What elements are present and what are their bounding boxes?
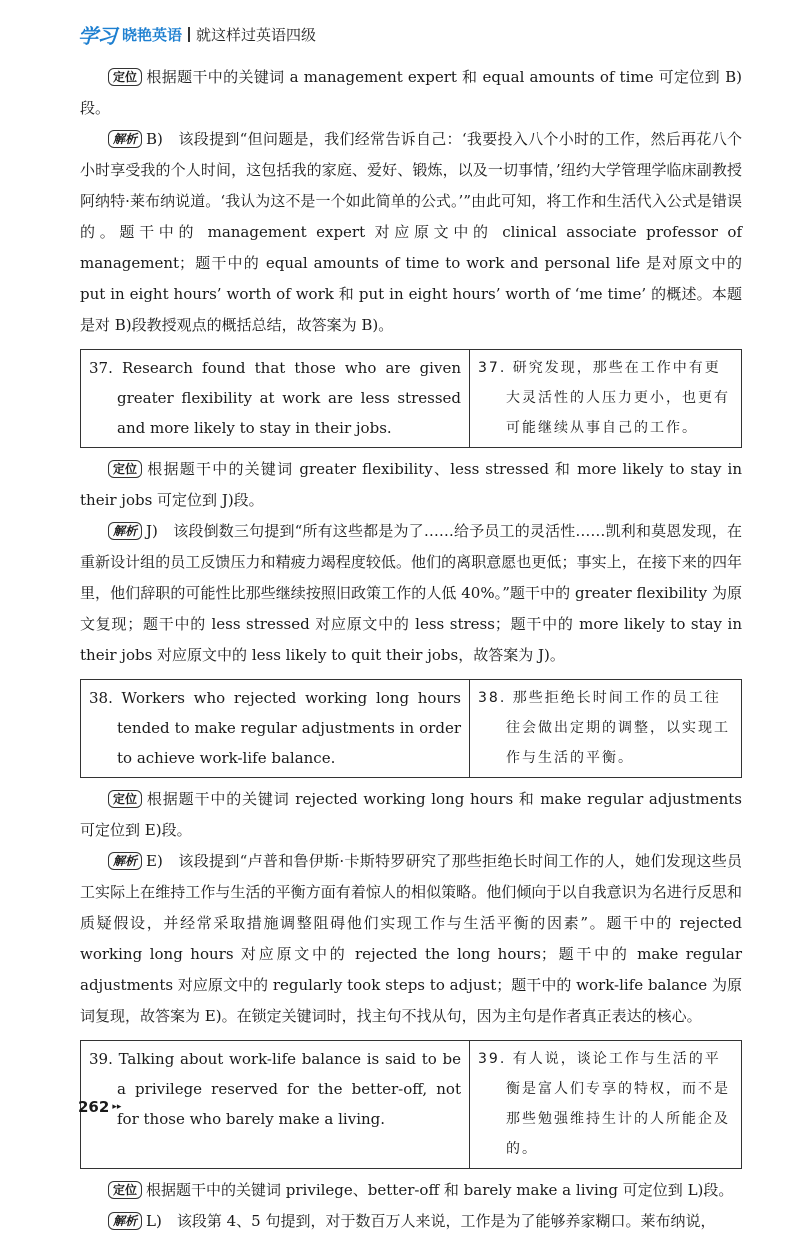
analysis-text: J) 该段倒数三句提到“所有这些都是为了……给予员工的灵活性……凯利和莫恩发现，在重新设计组的员工反馈压力和精疲力竭程度较低。他们的离职意愿也更低；事实上，在接下来的四年里，他们辞职的可能性比那些继续按照旧政策工作的人低 40%。”题干中的 greater flexibility 为原文复现；题干中的 less stressed 对应原文中的 less stress；题干中的 more likely to stay in their jobs 对应原文中的 less likely to quit their jobs，故答案为 J)。	[80, 522, 742, 664]
analysis-text: B) 该段提到“但问题是，我们经常告诉自己：‘我要投入八个小时的工作，然后再花八个小时享受我的个人时间，这包括我的家庭、爱好、锻炼，以及一切事情，’纽约大学管理学临床副教授阿纳特·莱布纳说道。‘我认为这不是一个如此简单的公式。’”由此可知，将工作和生活代入公式是错误的。题干中的 management expert 对应原文中的 clinical associate professor of management；题干中的 equal amounts of time to work and personal life 是对原文中的 put in eight hours’ worth of work 和 put in eight hours’ worth of ‘me time’ 的概述。本题是对 B)段教授观点的概括总结，故答案为 B)。	[80, 130, 742, 334]
locate-text: 根据题干中的关键词 privilege、better-off 和 barely make a living 可定位到 L)段。	[146, 1181, 734, 1199]
locate-tag: 定位	[108, 68, 142, 86]
page-content	[80, 62, 742, 1237]
logo: 学习	[78, 23, 116, 48]
locate-tag: 定位	[108, 790, 142, 808]
analysis-text: E) 该段提到“卢普和鲁伊斯·卡斯特罗研究了那些拒绝长时间工作的人，她们发现这些员工实际上在维持工作与生活的平衡方面有着惊人的相似策略。他们倾向于以自我意识为名进行反思和质疑假设，并经常采取措施调整阻碍他们实现工作与生活平衡的因素”。题干中的 rejected working long hours 对应原文中的 rejected the long hours；题干中的 make regular adjustments 对应原文中的 regularly took steps to adjust；题干中的 work-life balance 为原词复现，故答案为 E)。在锁定关键词时，找主句不找从句，因为主句是作者真正表达的核心。	[80, 852, 742, 1025]
analysis-paragraph	[80, 516, 742, 671]
analysis-tag: 解析	[108, 130, 142, 148]
analysis-tag: 解析	[108, 1212, 142, 1230]
question-english: 37. Research found that those who are given greater flexibility at work are less stressed and more likely to stay in their jobs.	[81, 350, 470, 448]
page-header	[78, 22, 316, 46]
brand-name: 晓艳英语	[122, 25, 183, 44]
question-english: 38. Workers who rejected working long hours tended to make regular adjustments in order to achieve work-life balance.	[81, 680, 470, 778]
analysis-text: L) 该段第 4、5 句提到，对于数百万人来说，工作是为了能够养家糊口。莱布纳说，	[146, 1212, 716, 1230]
locate-paragraph	[80, 454, 742, 516]
question-chinese: 38. 那些拒绝长时间工作的员工往往会做出定期的调整，以实现工作与生活的平衡。	[470, 680, 742, 778]
locate-paragraph	[80, 62, 742, 124]
question-chinese: 39. 有人说，谈论工作与生活的平衡是富人们专享的特权，而不是那些勉强维持生计的人所能企及的。	[470, 1041, 742, 1169]
analysis-paragraph	[80, 846, 742, 1032]
analysis-tag: 解析	[108, 852, 142, 870]
analysis-paragraph	[80, 1206, 742, 1237]
locate-tag: 定位	[108, 460, 142, 478]
header-divider	[188, 27, 190, 42]
analysis-tag: 解析	[108, 522, 142, 540]
question-english: 39. Talking about work-life balance is said to be a privilege reserved for the better-off, not for those who barely make a living.	[81, 1041, 470, 1169]
page-arrow-icon: ▸▸	[112, 1102, 122, 1112]
locate-text: 根据题干中的关键词 rejected working long hours 和 make regular adjustments 可定位到 E)段。	[80, 790, 742, 839]
locate-paragraph	[80, 784, 742, 846]
locate-tag: 定位	[108, 1181, 142, 1199]
page-footer	[78, 1098, 121, 1116]
question-chinese: 37. 研究发现，那些在工作中有更大灵活性的人压力更小，也更有可能继续从事自己的工作。	[470, 350, 742, 448]
question-box-38	[80, 679, 742, 778]
question-box-39	[80, 1040, 742, 1169]
locate-text: 根据题干中的关键词 greater flexibility、less stressed 和 more likely to stay in their jobs 可定位到 J)段。	[80, 460, 742, 509]
page-number: 262	[78, 1098, 110, 1116]
locate-paragraph	[80, 1175, 742, 1206]
analysis-paragraph	[80, 124, 742, 341]
question-box-37	[80, 349, 742, 448]
locate-text: 根据题干中的关键词 a management expert 和 equal amounts of time 可定位到 B)段。	[80, 68, 742, 117]
book-series-title: 就这样过英语四级	[196, 25, 317, 44]
